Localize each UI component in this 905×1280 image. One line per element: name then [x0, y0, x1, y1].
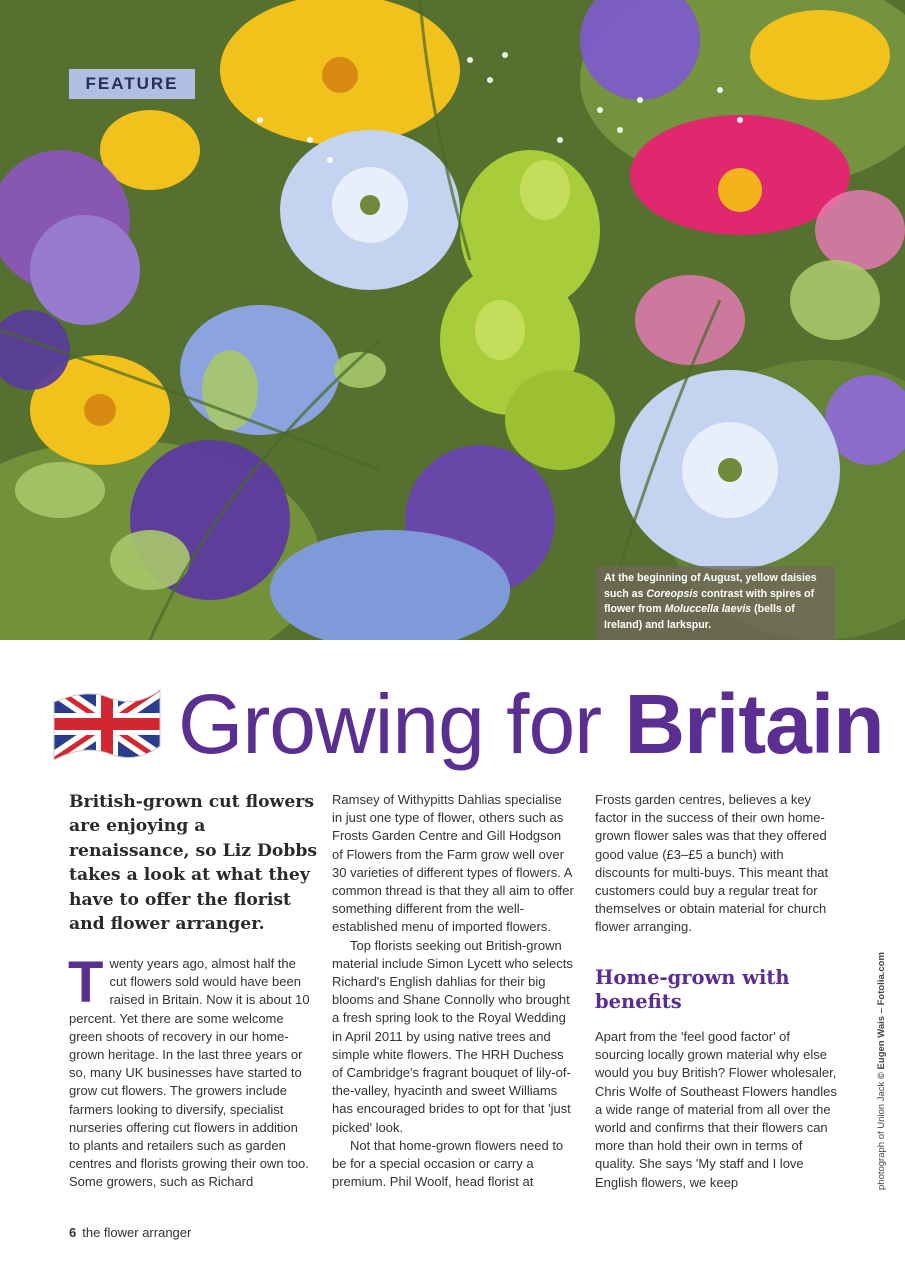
- standfirst: British-grown cut flowers are enjoying a renaissance, so Liz Dobbs takes a look at what they have to offer the florist and flower arranger.: [69, 792, 318, 935]
- paragraph: Apart from the 'feel good factor' of sourcing locally grown material why else would you buy British? Flower wholesaler, Chris Wolfe of Southeast Flowers handles a wide range of material from all over the world and confirms that their flowers can more than hold their own in terms of quality. She says 'My staff and I love English flowers, we keep: [595, 1029, 837, 1190]
- column-2: [332, 791, 575, 1191]
- page-footer: [69, 1225, 191, 1240]
- paragraph: Not that home-grown flowers need to be for a special occasion or carry a premium. Phil Woolf, head florist at: [332, 1137, 564, 1190]
- article-title: [178, 674, 884, 774]
- paragraph: Ramsey of Withypitts Dahlias specialise in just one type of flower, others such as Frosts Garden Centre and Gill Hodgson of Flowers from the Farm grow well over 30 varieties of different types of flowers. A common thread is that they all aim to offer something different from the well-established menu of imported flowers.: [332, 792, 574, 935]
- column-3-top: [595, 791, 839, 937]
- title-bold: Britain: [624, 677, 884, 771]
- paragraph: wenty years ago, almost half the cut flowers sold would have been raised in Britain. Now it is about 10 percent. Yet there are some welcome green shoots of recovery in our home-grown heritage. In the last three years or so, many UK businesses have started to grow cut flowers. The growers include farmers looking to diversify, specialist nurseries offering cut flowers in addition to plants and retailers such as garden centres and florists growing their own too. Some growers, such as Richard: [69, 956, 310, 1190]
- paragraph: Frosts garden centres, believes a key factor in the success of their own home-grown flower sales was that they offered good value (£3–£5 a bunch) with discounts for multi-buys. This meant that customers could buy a regular treat for themselves or obtain material for church flower arranging.: [595, 792, 829, 935]
- subheading: Home-grown with benefits: [595, 966, 790, 1013]
- drop-cap: T: [68, 950, 104, 1015]
- photo-caption: At the beginning of August, yellow daisies such as Coreopsis contrast with spires of flower from Moluccella laevis (bells of Ireland) and larkspur.: [596, 566, 835, 640]
- title-light: Growing for: [178, 677, 602, 771]
- publication-name: the flower arranger: [82, 1225, 192, 1240]
- page-number: 6: [69, 1225, 77, 1240]
- union-jack-flag-icon: [48, 684, 166, 764]
- column-3-bottom: [595, 1028, 839, 1192]
- feature-tag: FEATURE: [69, 69, 195, 99]
- column-1: [68, 950, 310, 1192]
- paragraph: Top florists seeking out British-grown material include Simon Lycett who selects Richard's English dahlias for their big blooms and Shane Connolly who brought a fresh spring look to the Royal Wedding in April 2011 by using native trees and simple white flowers. The HRH Duchess of Cambridge's fragrant bouquet of lily-of-the-valley, hyacinth and sweet Williams has encouraged brides to opt for that 'just picked' look.: [332, 937, 573, 1135]
- photo-credit: photograph of Union Jack © Eugen Wais – Fotolia.com: [876, 952, 887, 1190]
